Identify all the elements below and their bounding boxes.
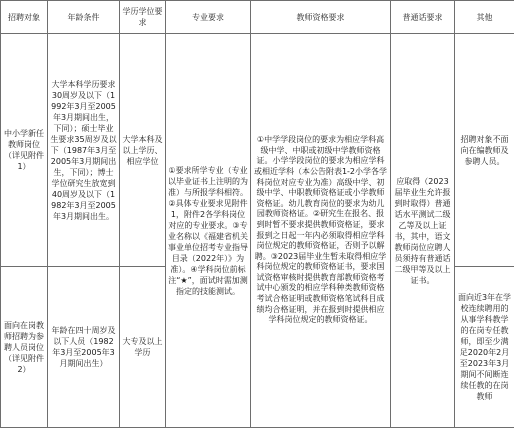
cell-degree: 大专及以上学历 bbox=[120, 267, 166, 428]
cell-object: 面向在岗教师招聘为参聘人员岗位（详见附件2） bbox=[1, 267, 48, 428]
col-header-degree: 学历学位要求 bbox=[120, 1, 166, 34]
cell-age: 年龄在四十周岁及以下人员（1982年3月至2005年3月期间出生） bbox=[48, 267, 120, 428]
col-header-mandarin: 普通话要求 bbox=[391, 1, 455, 34]
cell-cert: ①中学学段岗位的要求为相应学科高级中学、中职或初级中学教师资格证。小学学段岗位的要求为相应学科或相近学科（本公告附表1-2小学各学科岗位对应专业为准）高级中学、初级中学、中职教师资格证或小学教师资格证。幼儿教育岗位的要求为幼儿园教师资格证。②研究生在报名、报到时暂不要求提供教师资格证，要求报到之日起一年内必须取得相应学科岗位规定的教师资格证，否则予以解聘。③2023届毕业生暂未取得相应学科岗位规定的教师资格证书，要求国试资格审核时提供教育部教师资格考试中心颁发的相应学科种类教师资格考试合格证明或教师资格笔试科目成绩均合格证明，并在报到时提供相应学科岗位规定的教师资格证。 bbox=[251, 34, 391, 428]
col-header-cert: 教师资格要求 bbox=[251, 1, 391, 34]
cell-other: 面向近3年在学校连续聘用的从事学科教学的在岗专任教师，即至少满足2020年2月至2023年3月期间不间断连续任教的在岗教师 bbox=[455, 267, 514, 428]
cell-other: 招聘对象不面向在编教师及参聘人员。 bbox=[455, 34, 514, 267]
cell-degree: 大学本科及以上学历、相应学位 bbox=[120, 34, 166, 267]
col-header-major: 专业要求 bbox=[166, 1, 251, 34]
cell-age: 大学本科学历要求30周岁及以下（1992年3月至2005年3月期间出生，下同）；硕士毕业生要求35周岁及以下（1987年3月至2005年3月期间出生，下同）；博士学位研究生放宽到40周岁及以下（1982年3月至2005年3月期间出生。 bbox=[48, 34, 120, 267]
cell-mandarin: 应取得（2023届毕业生允许报到时取得）普通话水平测试二级乙等及以上证书，其中，语文教师岗位应聘人员须持有普通话二级甲等及以上证书。 bbox=[391, 34, 455, 428]
col-header-age: 年龄条件 bbox=[48, 1, 120, 34]
cell-major: ①要求所学专业（专业以毕业证书上注明的为准）与所报学科相符。②具体专业要求见附件1，附件2各学科岗位对应的专业要求。③专业名称以《福建省机关事业单位招考专业指导目录（2022年）》为准）。④学科岗位前标注“★”，面试时需加测指定的技能测试。 bbox=[166, 34, 251, 428]
table-header-row bbox=[1, 1, 514, 34]
cell-object: 中小学新任教师岗位（详见附件1） bbox=[1, 34, 48, 267]
col-header-object: 招聘对象 bbox=[1, 1, 48, 34]
table-row bbox=[1, 34, 514, 267]
col-header-other: 其他 bbox=[455, 1, 514, 34]
